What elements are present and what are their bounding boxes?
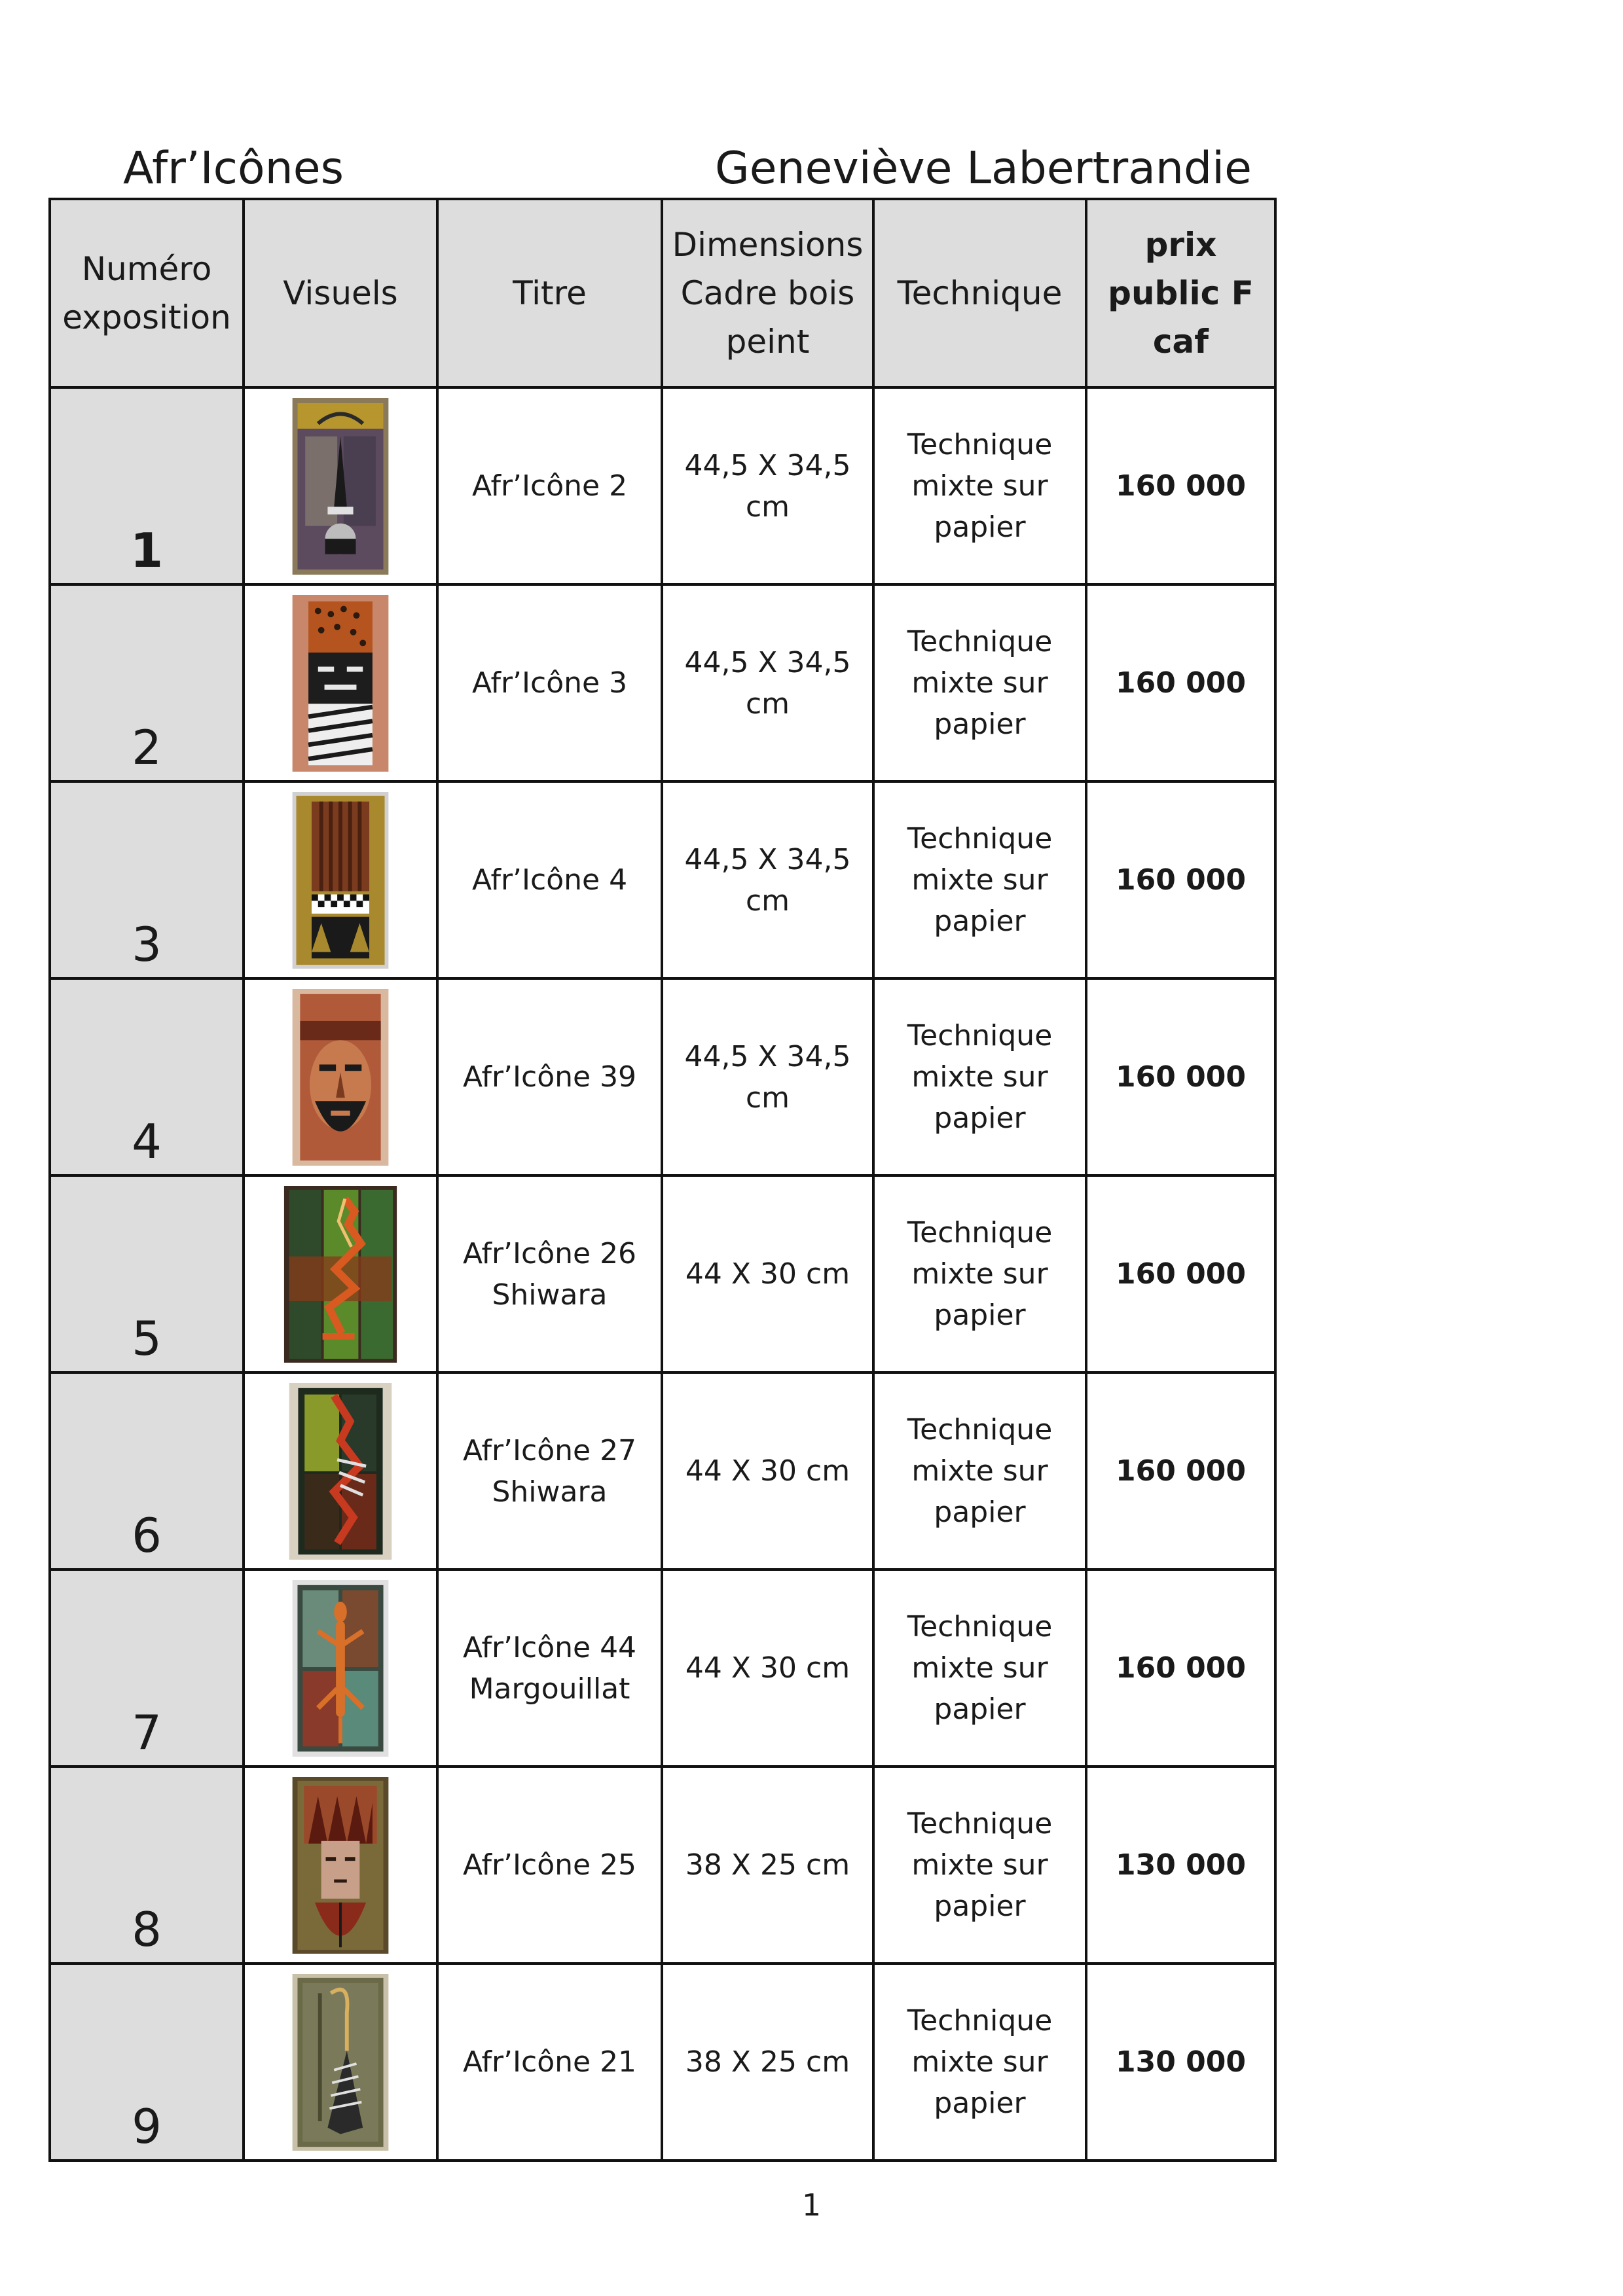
artwork-price: 160 000 <box>1086 978 1275 1175</box>
artwork-title: Afr’Icône 26 Shiwara <box>437 1175 662 1372</box>
page-number: 1 <box>801 2187 822 2223</box>
exhibit-number: 4 <box>50 978 244 1175</box>
artwork-dimensions: 44 X 30 cm <box>662 1372 873 1570</box>
artwork-thumbnail-cell <box>244 1372 437 1570</box>
column-header-number: Numéro exposition <box>50 199 244 387</box>
table-row <box>50 781 1275 978</box>
artwork-price: 160 000 <box>1086 1570 1275 1767</box>
exhibit-number: 7 <box>50 1570 244 1767</box>
artwork-technique: Technique mixte sur papier <box>873 1372 1086 1570</box>
artwork-title: Afr’Icône 21 <box>437 1964 662 2161</box>
artwork-thumbnail <box>291 398 390 575</box>
artwork-technique: Technique mixte sur papier <box>873 1964 1086 2161</box>
artwork-dimensions: 44,5 X 34,5 cm <box>662 978 873 1175</box>
artwork-dimensions: 44 X 30 cm <box>662 1175 873 1372</box>
artwork-thumbnail <box>288 1383 393 1560</box>
artwork-thumbnail-cell <box>244 781 437 978</box>
table-row <box>50 584 1275 781</box>
column-header-title: Titre <box>437 199 662 387</box>
artwork-dimensions: 44,5 X 34,5 cm <box>662 387 873 584</box>
exhibit-number: 1 <box>50 387 244 584</box>
exhibit-number: 6 <box>50 1372 244 1570</box>
artwork-dimensions: 38 X 25 cm <box>662 1767 873 1964</box>
artwork-thumbnail <box>283 1186 398 1363</box>
artwork-price: 160 000 <box>1086 584 1275 781</box>
exhibit-number: 5 <box>50 1175 244 1372</box>
artwork-thumbnail-cell <box>244 978 437 1175</box>
table-row <box>50 978 1275 1175</box>
artwork-thumbnail <box>291 595 390 772</box>
table-header-row <box>50 199 1275 387</box>
artwork-technique: Technique mixte sur papier <box>873 387 1086 584</box>
column-header-visual: Visuels <box>244 199 437 387</box>
artwork-technique: Technique mixte sur papier <box>873 584 1086 781</box>
artwork-title: Afr’Icône 39 <box>437 978 662 1175</box>
artwork-title: Afr’Icône 4 <box>437 781 662 978</box>
artwork-thumbnail-cell <box>244 1175 437 1372</box>
exhibit-number: 3 <box>50 781 244 978</box>
column-header-technique: Technique <box>873 199 1086 387</box>
artwork-thumbnail <box>291 792 390 969</box>
exhibit-number: 2 <box>50 584 244 781</box>
artwork-title: Afr’Icône 44 Margouillat <box>437 1570 662 1767</box>
artwork-title: Afr’Icône 3 <box>437 584 662 781</box>
series-title: Afr’Icônes <box>123 143 344 194</box>
artwork-thumbnail-cell <box>244 1964 437 2161</box>
column-header-dimensions: Dimensions Cadre bois peint <box>662 199 873 387</box>
artwork-technique: Technique mixte sur papier <box>873 1570 1086 1767</box>
document-header <box>0 0 1623 196</box>
artwork-thumbnail-cell <box>244 1767 437 1964</box>
catalog-table <box>48 198 1277 2162</box>
artwork-thumbnail <box>291 1777 390 1954</box>
artwork-dimensions: 44 X 30 cm <box>662 1570 873 1767</box>
table-row <box>50 1767 1275 1964</box>
table-row <box>50 1570 1275 1767</box>
table-row <box>50 1372 1275 1570</box>
artwork-thumbnail <box>291 989 390 1166</box>
artwork-price: 160 000 <box>1086 387 1275 584</box>
artwork-thumbnail <box>291 1580 390 1757</box>
artwork-price: 130 000 <box>1086 1964 1275 2161</box>
column-header-price: prix public F caf <box>1086 199 1275 387</box>
artwork-title: Afr’Icône 2 <box>437 387 662 584</box>
artist-name: Geneviève Labertrandie <box>715 143 1252 194</box>
exhibit-number: 9 <box>50 1964 244 2161</box>
table-row <box>50 1964 1275 2161</box>
artwork-price: 160 000 <box>1086 1175 1275 1372</box>
artwork-dimensions: 44,5 X 34,5 cm <box>662 584 873 781</box>
artwork-price: 160 000 <box>1086 781 1275 978</box>
artwork-thumbnail-cell <box>244 387 437 584</box>
artwork-price: 160 000 <box>1086 1372 1275 1570</box>
artwork-dimensions: 44,5 X 34,5 cm <box>662 781 873 978</box>
artwork-thumbnail-cell <box>244 584 437 781</box>
artwork-technique: Technique mixte sur papier <box>873 978 1086 1175</box>
artwork-technique: Technique mixte sur papier <box>873 1767 1086 1964</box>
artwork-technique: Technique mixte sur papier <box>873 781 1086 978</box>
table-row <box>50 1175 1275 1372</box>
artwork-technique: Technique mixte sur papier <box>873 1175 1086 1372</box>
artwork-price: 130 000 <box>1086 1767 1275 1964</box>
table-row <box>50 387 1275 584</box>
exhibit-number: 8 <box>50 1767 244 1964</box>
artwork-title: Afr’Icône 27 Shiwara <box>437 1372 662 1570</box>
artwork-title: Afr’Icône 25 <box>437 1767 662 1964</box>
artwork-thumbnail-cell <box>244 1570 437 1767</box>
artwork-thumbnail <box>291 1974 390 2151</box>
artwork-dimensions: 38 X 25 cm <box>662 1964 873 2161</box>
